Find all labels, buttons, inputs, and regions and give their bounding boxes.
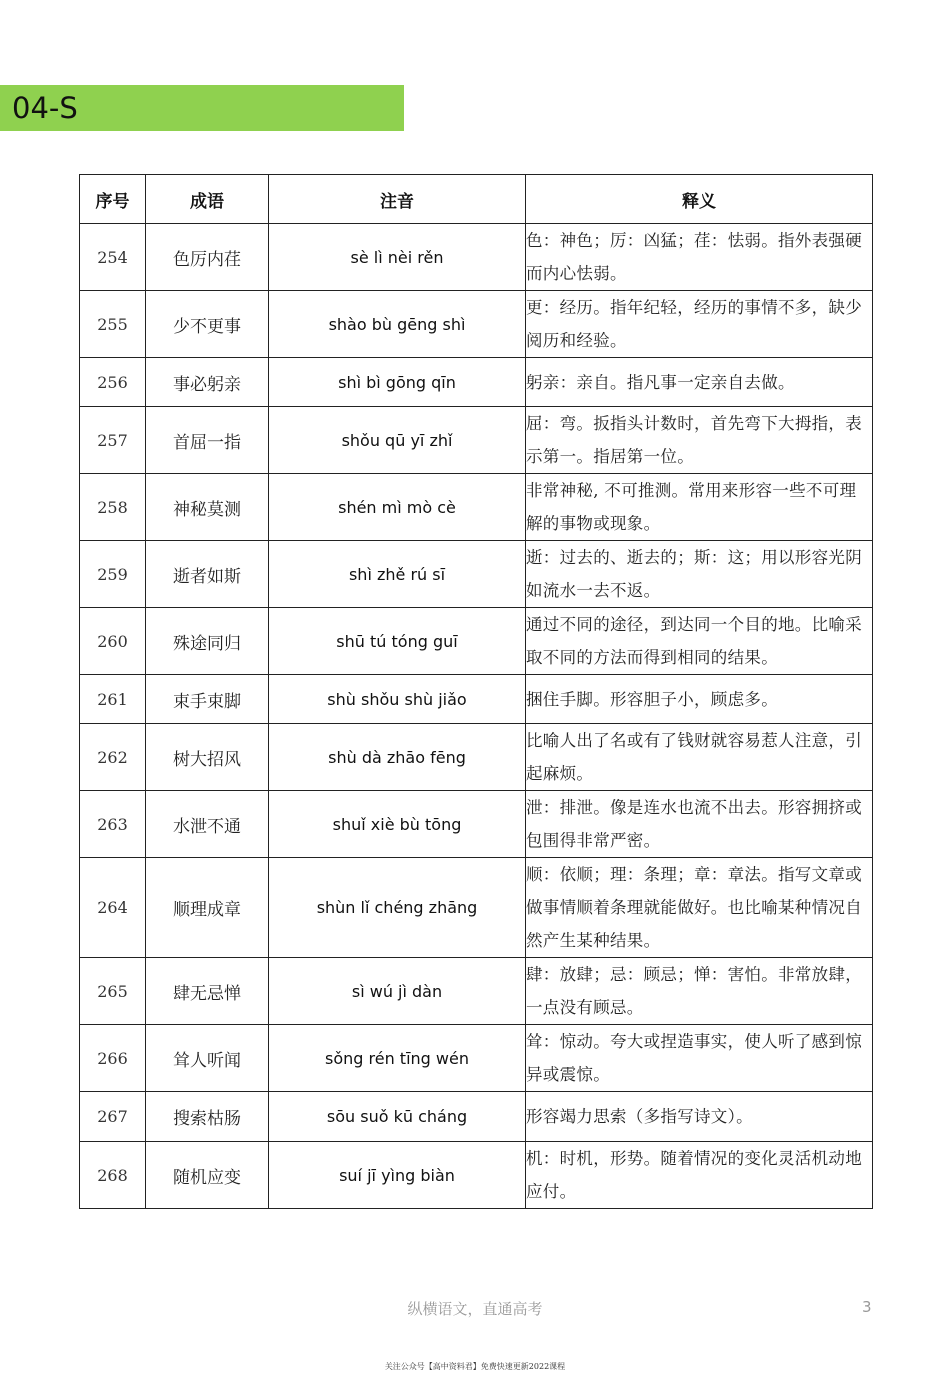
table-row — [80, 724, 873, 791]
row-pinyin: shì bì gōng qīn — [269, 358, 526, 407]
row-meaning: 逝：过去的、逝去的；斯：这；用以形容光阴如流水一去不返。 — [526, 541, 873, 608]
row-idiom: 束手束脚 — [146, 675, 269, 724]
row-idiom: 耸人听闻 — [146, 1025, 269, 1092]
row-pinyin: sǒng rén tīng wén — [269, 1025, 526, 1092]
row-meaning: 更：经历。指年纪轻，经历的事情不多，缺少阅历和经验。 — [526, 291, 873, 358]
row-num: 259 — [80, 541, 146, 608]
section-banner — [0, 85, 404, 131]
row-meaning: 比喻人出了名或有了钱财就容易惹人注意，引起麻烦。 — [526, 724, 873, 791]
row-pinyin: sōu suǒ kū cháng — [269, 1092, 526, 1142]
row-pinyin: sè lì nèi rěn — [269, 224, 526, 291]
row-idiom: 肆无忌惮 — [146, 958, 269, 1025]
row-idiom: 随机应变 — [146, 1142, 269, 1209]
table-row — [80, 541, 873, 608]
row-meaning: 捆住手脚。形容胆子小，顾虑多。 — [526, 675, 873, 724]
row-pinyin: sì wú jì dàn — [269, 958, 526, 1025]
row-meaning: 形容竭力思索（多指写诗文）。 — [526, 1092, 873, 1142]
row-meaning: 肆：放肆；忌：顾忌；惮：害怕。非常放肆，一点没有顾忌。 — [526, 958, 873, 1025]
row-pinyin: shù shǒu shù jiǎo — [269, 675, 526, 724]
table-header-row — [80, 175, 873, 224]
row-idiom: 神秘莫测 — [146, 474, 269, 541]
row-meaning: 通过不同的途径，到达同一个目的地。比喻采取不同的方法而得到相同的结果。 — [526, 608, 873, 675]
row-pinyin: shū tú tóng guī — [269, 608, 526, 675]
table-row — [80, 1142, 873, 1209]
row-num: 265 — [80, 958, 146, 1025]
row-meaning: 躬亲：亲自。指凡事一定亲自去做。 — [526, 358, 873, 407]
row-num: 262 — [80, 724, 146, 791]
row-meaning: 顺：依顺；理：条理；章：章法。指写文章或做事情顺着条理就能做好。也比喻某种情况自然产生某种结果。 — [526, 858, 873, 958]
table-row — [80, 791, 873, 858]
footer-slogan: 纵横语文，直通高考 — [407, 1300, 543, 1318]
header-meaning: 释义 — [526, 175, 873, 224]
row-num: 261 — [80, 675, 146, 724]
row-meaning: 耸：惊动。夸大或捏造事实，使人听了感到惊异或震惊。 — [526, 1025, 873, 1092]
row-idiom: 搜索枯肠 — [146, 1092, 269, 1142]
page-number: 3 — [862, 1298, 872, 1316]
row-num: 268 — [80, 1142, 146, 1209]
row-num: 257 — [80, 407, 146, 474]
header-idiom: 成语 — [146, 175, 269, 224]
row-num: 258 — [80, 474, 146, 541]
row-pinyin: shǒu qū yī zhǐ — [269, 407, 526, 474]
row-idiom: 少不更事 — [146, 291, 269, 358]
row-pinyin: shuǐ xiè bù tōng — [269, 791, 526, 858]
table-row — [80, 474, 873, 541]
row-num: 260 — [80, 608, 146, 675]
row-idiom: 水泄不通 — [146, 791, 269, 858]
row-idiom: 逝者如斯 — [146, 541, 269, 608]
table-row — [80, 358, 873, 407]
row-num: 256 — [80, 358, 146, 407]
table-row — [80, 675, 873, 724]
row-idiom: 殊途同归 — [146, 608, 269, 675]
table-row — [80, 224, 873, 291]
row-meaning: 非常神秘, 不可推测。常用来形容一些不可理解的事物或现象。 — [526, 474, 873, 541]
row-idiom: 顺理成章 — [146, 858, 269, 958]
row-meaning: 泄：排泄。像是连水也流不出去。形容拥挤或包围得非常严密。 — [526, 791, 873, 858]
row-meaning: 屈：弯。扳指头计数时，首先弯下大拇指，表示第一。指居第一位。 — [526, 407, 873, 474]
row-pinyin: shù dà zhāo fēng — [269, 724, 526, 791]
row-pinyin: shì zhě rú sī — [269, 541, 526, 608]
row-num: 266 — [80, 1025, 146, 1092]
table-row — [80, 958, 873, 1025]
table-row — [80, 291, 873, 358]
row-meaning: 机：时机，形势。随着情况的变化灵活机动地应付。 — [526, 1142, 873, 1209]
row-num: 255 — [80, 291, 146, 358]
row-pinyin: shào bù gēng shì — [269, 291, 526, 358]
row-num: 263 — [80, 791, 146, 858]
header-pinyin: 注音 — [269, 175, 526, 224]
bottom-note: 关注公众号【高中资料君】免费快速更新2022课程 — [384, 1362, 566, 1371]
row-num: 267 — [80, 1092, 146, 1142]
row-idiom: 色厉内荏 — [146, 224, 269, 291]
table-row — [80, 1092, 873, 1142]
idiom-table — [79, 174, 873, 1209]
row-pinyin: suí jī yìng biàn — [269, 1142, 526, 1209]
row-idiom: 首屈一指 — [146, 407, 269, 474]
row-meaning: 色：神色；厉：凶猛；荏：怯弱。指外表强硬而内心怯弱。 — [526, 224, 873, 291]
row-pinyin: shùn lǐ chéng zhāng — [269, 858, 526, 958]
row-pinyin: shén mì mò cè — [269, 474, 526, 541]
row-idiom: 树大招风 — [146, 724, 269, 791]
row-idiom: 事必躬亲 — [146, 358, 269, 407]
row-num: 254 — [80, 224, 146, 291]
header-num: 序号 — [80, 175, 146, 224]
row-num: 264 — [80, 858, 146, 958]
table-row — [80, 608, 873, 675]
section-label: 04-S — [12, 91, 78, 125]
table-row — [80, 407, 873, 474]
table-row — [80, 858, 873, 958]
table-row — [80, 1025, 873, 1092]
